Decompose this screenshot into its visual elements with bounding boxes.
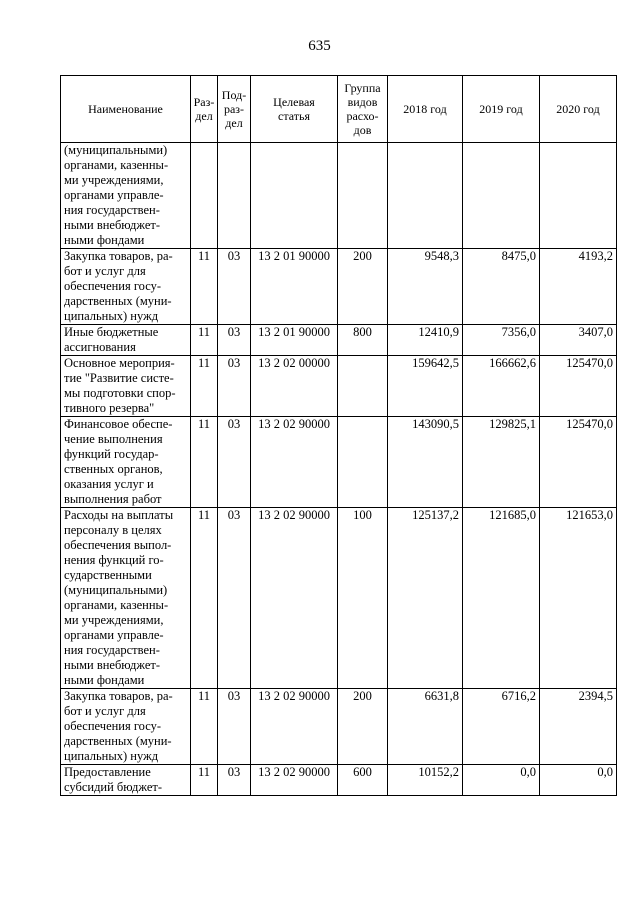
row-podrazdel: 03 [218,356,251,417]
row-podrazdel: 03 [218,765,251,796]
row-gruppa: 800 [338,325,388,356]
row-razdel: 11 [191,249,218,325]
row-podrazdel: 03 [218,325,251,356]
row-podrazdel [218,143,251,249]
page-number: 635 [308,38,331,54]
row-value-2018 [388,143,463,249]
header-2018: 2018 год [388,76,463,143]
row-value-2020: 121653,0 [540,508,617,689]
row-value-2018: 143090,5 [388,417,463,508]
table-body [61,143,617,796]
row-value-2019: 0,0 [463,765,540,796]
row-celevaya-statya: 13 2 02 90000 [251,765,338,796]
header-2019: 2019 год [463,76,540,143]
row-name: Закупка товаров, ра- бот и услуг для обеспечения госу- дарственных (муни- ципальных) нужд [61,249,191,325]
table-row [61,508,617,689]
row-razdel: 11 [191,356,218,417]
header-razdel: Раз- дел [191,76,218,143]
header-celevaya-statya: Целевая статья [251,76,338,143]
row-name: Финансовое обеспе- чение выполнения функций государ- ственных органов, оказания услуг и выполнения работ [61,417,191,508]
row-value-2020: 2394,5 [540,689,617,765]
header-name: Наименование [61,76,191,143]
row-value-2018: 12410,9 [388,325,463,356]
row-gruppa [338,143,388,249]
row-value-2018: 159642,5 [388,356,463,417]
row-value-2019: 8475,0 [463,249,540,325]
row-podrazdel: 03 [218,508,251,689]
row-name: Закупка товаров, ра- бот и услуг для обеспечения госу- дарственных (муни- ципальных) нужд [61,689,191,765]
row-gruppa: 200 [338,249,388,325]
row-value-2020 [540,143,617,249]
row-gruppa: 600 [338,765,388,796]
row-gruppa: 100 [338,508,388,689]
table-row [61,765,617,796]
row-value-2019 [463,143,540,249]
row-razdel: 11 [191,417,218,508]
header-gruppa-vidov-rashodov: Группа видов расхо- дов [338,76,388,143]
row-value-2019: 121685,0 [463,508,540,689]
table-row [61,417,617,508]
row-value-2019: 6716,2 [463,689,540,765]
row-name: Расходы на выплаты персоналу в целях обеспечения выпол- нения функций го- сударственными (муниципальными) органами, казенны- ми учреждениями, органами управле- ния государствен- ными внебюджет- ными фондами [61,508,191,689]
row-razdel [191,143,218,249]
table-row [61,689,617,765]
table-row [61,249,617,325]
row-value-2020: 4193,2 [540,249,617,325]
row-celevaya-statya: 13 2 01 90000 [251,249,338,325]
row-gruppa: 200 [338,689,388,765]
header-podrazdel: Под- раз- дел [218,76,251,143]
row-celevaya-statya: 13 2 02 90000 [251,508,338,689]
row-value-2020: 125470,0 [540,417,617,508]
row-value-2020: 125470,0 [540,356,617,417]
row-value-2020: 0,0 [540,765,617,796]
budget-table [60,75,617,796]
row-value-2019: 166662,6 [463,356,540,417]
row-value-2018: 125137,2 [388,508,463,689]
table-row [61,356,617,417]
row-celevaya-statya: 13 2 02 00000 [251,356,338,417]
row-value-2020: 3407,0 [540,325,617,356]
row-gruppa [338,417,388,508]
row-razdel: 11 [191,765,218,796]
row-value-2018: 6631,8 [388,689,463,765]
row-celevaya-statya: 13 2 02 90000 [251,417,338,508]
row-podrazdel: 03 [218,689,251,765]
row-value-2018: 9548,3 [388,249,463,325]
row-razdel: 11 [191,325,218,356]
row-podrazdel: 03 [218,417,251,508]
row-name: (муниципальными) органами, казенны- ми учреждениями, органами управле- ния государствен- ными внебюджет- ными фондами [61,143,191,249]
table-header-row [61,76,617,143]
row-name: Основное мероприя- тие "Развитие систе- мы подготовки спор- тивного резерва" [61,356,191,417]
row-razdel: 11 [191,689,218,765]
row-value-2018: 10152,2 [388,765,463,796]
row-razdel: 11 [191,508,218,689]
table-row [61,143,617,249]
row-name: Иные бюджетные ассигнования [61,325,191,356]
row-celevaya-statya: 13 2 01 90000 [251,325,338,356]
header-2020: 2020 год [540,76,617,143]
row-name: Предоставление субсидий бюджет- [61,765,191,796]
row-value-2019: 129825,1 [463,417,540,508]
row-value-2019: 7356,0 [463,325,540,356]
row-celevaya-statya: 13 2 02 90000 [251,689,338,765]
row-celevaya-statya [251,143,338,249]
row-podrazdel: 03 [218,249,251,325]
table-row [61,325,617,356]
row-gruppa [338,356,388,417]
